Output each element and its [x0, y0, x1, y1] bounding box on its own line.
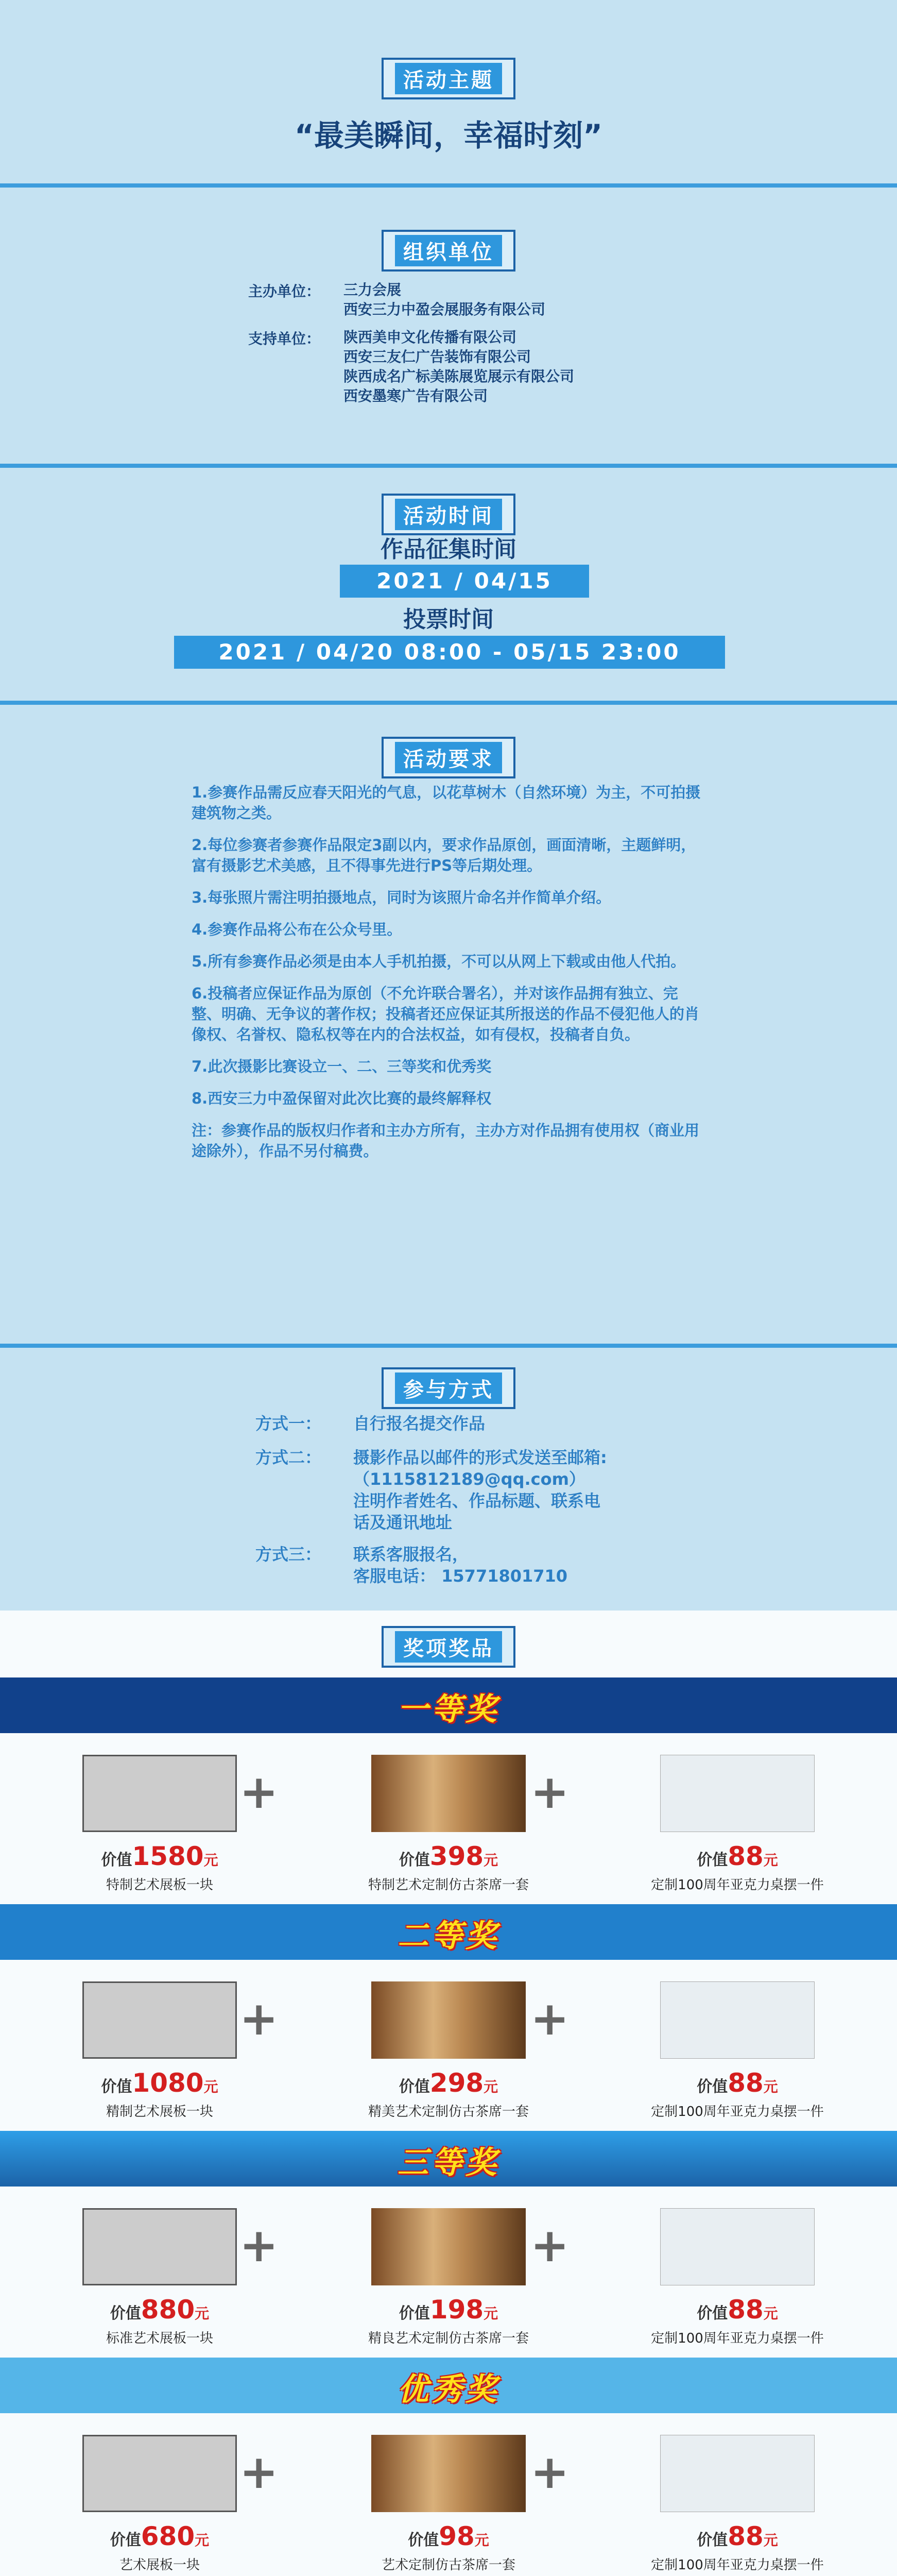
prize-value: 价值1580元	[101, 1841, 218, 1871]
divider	[0, 701, 897, 705]
prize-value: 价值1080元	[101, 2068, 218, 2098]
prize-tier-title: 三等奖	[398, 2145, 499, 2181]
host-list	[343, 280, 545, 319]
plus-icon: +	[530, 1992, 570, 2046]
prize-tier-title: 一等奖	[398, 1691, 499, 1727]
method-two-line: 注明作者姓名、作品标题、联系电	[353, 1491, 601, 1511]
prize-item	[629, 2435, 846, 2574]
method-one	[255, 1413, 719, 1438]
prize-item	[340, 1981, 557, 2121]
method-two-line: 话及通讯地址	[353, 1513, 453, 1532]
host-item: 西安三力中盈会展服务有限公司	[343, 301, 546, 318]
requirement-item: 3.每张照片需注明拍摄地点，同时为该照片命名并作简单介绍。	[192, 889, 611, 906]
support-item: 西安三友仁广告装饰有限公司	[343, 348, 531, 365]
prize-name: 精良艺术定制仿古茶席一套	[368, 2331, 529, 2346]
plus-icon: +	[239, 2218, 279, 2273]
prize-item	[51, 1981, 268, 2121]
requirement-item: 2.每位参赛者参赛作品限定3副以内，要求作品原创，画面清晰，主题鲜明，富有摄影艺术美感，且不得事先进行PS等后期处理。	[192, 836, 696, 874]
organizers-tag: 组织单位	[382, 230, 515, 272]
plus-icon: +	[239, 2445, 279, 2499]
support-row	[248, 328, 712, 410]
prize-value: 价值88元	[697, 2295, 778, 2325]
plus-icon: +	[530, 2445, 570, 2499]
art-board-icon	[82, 1755, 237, 1832]
support-item: 陕西成名广标美陈展览展示有限公司	[343, 368, 575, 385]
phone-link[interactable]: 客服电话： 15771801710	[353, 1566, 568, 1586]
method-two-label: 方式二：	[255, 1448, 322, 1467]
vote-date: 2021 / 04/20 08:00 - 05/15 23:00	[174, 636, 725, 669]
requirement-note: 注：参赛作品的版权归作者和主办方所有，主办方对作品拥有使用权（商业用途除外），作品不另付稿费。	[192, 1122, 700, 1160]
requirements-tag: 活动要求	[382, 737, 515, 778]
acrylic-stand-icon	[660, 2208, 815, 2285]
theme-text: “最美瞬间，幸福时刻”	[294, 118, 603, 153]
prize-item	[51, 1755, 268, 1894]
theme-tag: 活动主题	[382, 58, 515, 99]
prize-item	[340, 1755, 557, 1894]
method-three-line: 联系客服报名，	[353, 1545, 469, 1564]
prize-value: 价值198元	[399, 2295, 498, 2325]
prize-name: 定制100周年亚克力桌摆一件	[651, 1877, 824, 1893]
prize-name: 定制100周年亚克力桌摆一件	[651, 2104, 824, 2120]
prize-tier-band	[0, 2131, 897, 2187]
method-three-text	[353, 1544, 567, 1587]
theme-section	[0, 0, 897, 185]
requirement-item: 8.西安三力中盈保留对此次比赛的最终解释权	[192, 1090, 492, 1107]
prizes-tag: 奖项奖品	[382, 1626, 515, 1668]
method-two-text	[353, 1447, 607, 1533]
plus-icon: +	[530, 2218, 570, 2273]
tea-mat-icon	[371, 2208, 526, 2285]
prize-value: 价值398元	[399, 1841, 498, 1871]
requirement-item: 4.参赛作品将公布在公众号里。	[192, 921, 402, 938]
prize-item	[340, 2435, 557, 2574]
prize-item	[629, 1755, 846, 1894]
prize-value: 价值880元	[110, 2295, 210, 2325]
divider	[0, 464, 897, 468]
organizers-section	[0, 188, 897, 466]
art-board-icon	[82, 2435, 237, 2512]
prize-name: 精制艺术展板一块	[106, 2104, 213, 2120]
acrylic-stand-icon	[660, 1755, 815, 1832]
prize-tier-band	[0, 1904, 897, 1960]
prize-name: 艺术展板一块	[119, 2557, 200, 2573]
schedule-tag: 活动时间	[382, 494, 515, 535]
support-item: 西安墨寒广告有限公司	[343, 387, 488, 404]
prizes-section	[0, 1611, 897, 2576]
prize-name: 标准艺术展板一块	[106, 2331, 213, 2346]
method-one-text: 自行报名提交作品	[353, 1414, 486, 1433]
method-one-label: 方式一：	[255, 1414, 322, 1433]
prize-value: 价值88元	[697, 2068, 778, 2098]
prize-name: 定制100周年亚克力桌摆一件	[651, 2331, 824, 2346]
email-link[interactable]: （1115812189@qq.com）	[353, 1469, 585, 1489]
prize-item	[340, 2208, 557, 2347]
requirements-list	[192, 782, 706, 1173]
prize-tier-band	[0, 1677, 897, 1733]
participation-section	[0, 1348, 897, 1611]
tea-mat-icon	[371, 1755, 526, 1832]
prize-tier-title: 优秀奖	[398, 2371, 499, 2408]
collect-date: 2021 / 04/15	[340, 565, 589, 598]
acrylic-stand-icon	[660, 2435, 815, 2512]
prize-value: 价值298元	[399, 2068, 498, 2098]
prize-name: 特制艺术展板一块	[106, 1877, 213, 1893]
requirement-item: 5.所有参赛作品必须是由本人手机拍摄，不可以从网上下载或由他人代拍。	[192, 953, 686, 970]
method-three-label: 方式三：	[255, 1545, 322, 1564]
schedule-section	[0, 468, 897, 700]
method-two	[255, 1447, 719, 1539]
requirement-item: 6.投稿者应保证作品为原创（不允许联合署名），并对该作品拥有独立、完整、明确、无争议的著作权；投稿者还应保证其所报送的作品不侵犯他人的肖像权、名誉权、隐私权等在内的合法权益，如有侵权，投稿者自负。	[192, 985, 700, 1043]
host-row	[248, 280, 712, 321]
prize-name: 特制艺术定制仿古茶席一套	[368, 1877, 529, 1893]
prize-tier-band	[0, 2358, 897, 2413]
tea-mat-icon	[371, 1981, 526, 2059]
support-item: 陕西美申文化传播有限公司	[343, 329, 517, 346]
collect-title: 作品征集时间	[381, 536, 516, 563]
plus-icon: +	[239, 1765, 279, 1819]
prize-item	[51, 2435, 268, 2574]
requirement-item: 1.参赛作品需反应春天阳光的气息，以花草树木（自然环境）为主，不可拍摄建筑物之类。	[192, 784, 701, 822]
art-board-icon	[82, 1981, 237, 2059]
divider	[0, 183, 897, 188]
prize-tier-title: 二等奖	[398, 1918, 499, 1954]
prize-value: 价值680元	[110, 2521, 210, 2551]
prize-item	[629, 2208, 846, 2347]
prize-item	[629, 1981, 846, 2121]
method-two-line: 摄影作品以邮件的形式发送至邮箱:	[353, 1448, 607, 1467]
prize-item	[51, 2208, 268, 2347]
requirements-section	[0, 705, 897, 1344]
plus-icon: +	[239, 1992, 279, 2046]
requirement-item: 7.此次摄影比赛设立一、二、三等奖和优秀奖	[192, 1058, 492, 1075]
support-label: 支持单位：	[248, 330, 321, 347]
prize-name: 精美艺术定制仿古茶席一套	[368, 2104, 529, 2120]
vote-title: 投票时间	[403, 606, 494, 633]
prize-name: 艺术定制仿古茶席一套	[381, 2557, 515, 2573]
prize-value: 价值98元	[408, 2521, 489, 2551]
acrylic-stand-icon	[660, 1981, 815, 2059]
host-label: 主办单位：	[248, 283, 321, 300]
participation-tag: 参与方式	[382, 1367, 515, 1409]
prize-value: 价值88元	[697, 2521, 778, 2551]
tea-mat-icon	[371, 2435, 526, 2512]
host-item: 三力会展	[343, 281, 402, 298]
prize-name: 定制100周年亚克力桌摆一件	[651, 2557, 824, 2573]
support-list	[343, 328, 574, 406]
prize-value: 价值88元	[697, 1841, 778, 1871]
method-three	[255, 1544, 719, 1590]
art-board-icon	[82, 2208, 237, 2285]
divider	[0, 1344, 897, 1348]
plus-icon: +	[530, 1765, 570, 1819]
